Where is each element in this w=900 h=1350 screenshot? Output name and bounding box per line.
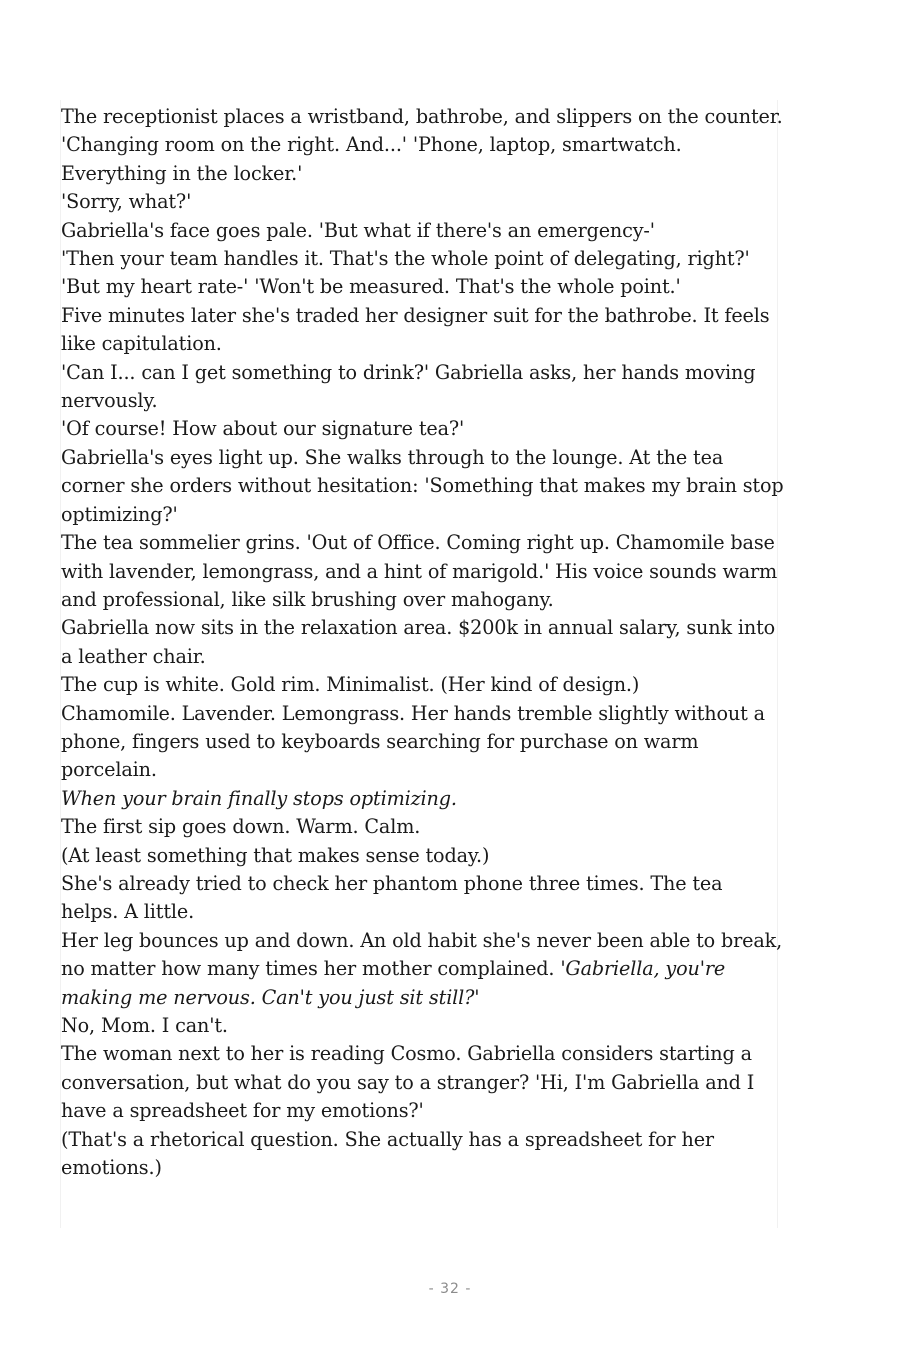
paragraph: 'Then your team handles it. That's the whole point of delegating, right?' <box>61 247 750 271</box>
paragraph: 'But my heart rate-' 'Won't be measured. That's the whole point.' <box>61 275 681 299</box>
paragraph: Gabriella now sits in the relaxation area. $200k in annual salary, sunk into a leather chair. <box>61 616 776 668</box>
paragraph: The cup is white. Gold rim. Minimalist. (Her kind of design.) <box>61 673 640 697</box>
paragraph: (That's a rhetorical question. She actually has a spreadsheet for her emotions.) <box>61 1127 714 1180</box>
page-number: - 32 - <box>428 1281 472 1297</box>
paragraph: Chamomile. Lavender. Lemongrass. Her hands tremble slightly without a phone, fingers used to keyboards searching for purchase on warm porcelain. <box>61 701 765 782</box>
paragraph: Gabriella's face goes pale. 'But what if there's an emergency-' <box>61 218 655 242</box>
italic-quote: 'Gabriella, you're making me nervous. Can't you just sit still?' <box>61 957 726 1009</box>
paragraph: The woman next to her is reading Cosmo. Gabriella considers starting a conversation, but what do you say to a stranger? 'Hi, I'm Gabriella and I have a spreadsheet for my emotions?' <box>61 1042 755 1123</box>
paragraph: 'Of course! How about our signature tea?' <box>61 417 465 441</box>
paragraph: 'Sorry, what?' <box>61 190 192 214</box>
paragraph: The first sip goes down. Warm. Calm. <box>61 815 421 839</box>
paragraph: 'Can I... can I get something to drink?' Gabriella asks, her hands moving nervously. <box>61 360 756 413</box>
paragraph: Five minutes later she's traded her designer suit for the bathrobe. It feels like capitulation. <box>61 303 770 356</box>
paragraph: The tea sommelier grins. 'Out of Office. Coming right up. Chamomile base with lavender, lemongrass, and a hint of marigold.' His voice sounds warm and professional, like silk brushing over mahogany. <box>61 531 778 611</box>
paragraph-with-quote <box>61 927 785 1012</box>
paragraph: No, Mom. I can't. <box>61 1014 228 1037</box>
paragraph: (At least something that makes sense today.) <box>61 843 490 867</box>
italic-paragraph: When your brain finally stops optimizing. <box>61 786 457 810</box>
paragraph: Gabriella's eyes light up. She walks through to the lounge. At the tea corner she orders without hesitation: 'Something that makes my brain stop optimizing?' <box>61 445 784 526</box>
paragraph: She's already tried to check her phantom phone three times. The tea helps. A little. <box>61 871 723 924</box>
text-body <box>61 103 785 1182</box>
paragraph-text: Her leg bounces up and down. An old habit she's never been able to break, no matter how many times her mother complained. <box>61 928 783 981</box>
paragraph: The receptionist places a wristband, bathrobe, and slippers on the counter. 'Changing room on the right. And...' 'Phone, laptop, smartwatch. Everything in the locker.' <box>61 105 783 185</box>
